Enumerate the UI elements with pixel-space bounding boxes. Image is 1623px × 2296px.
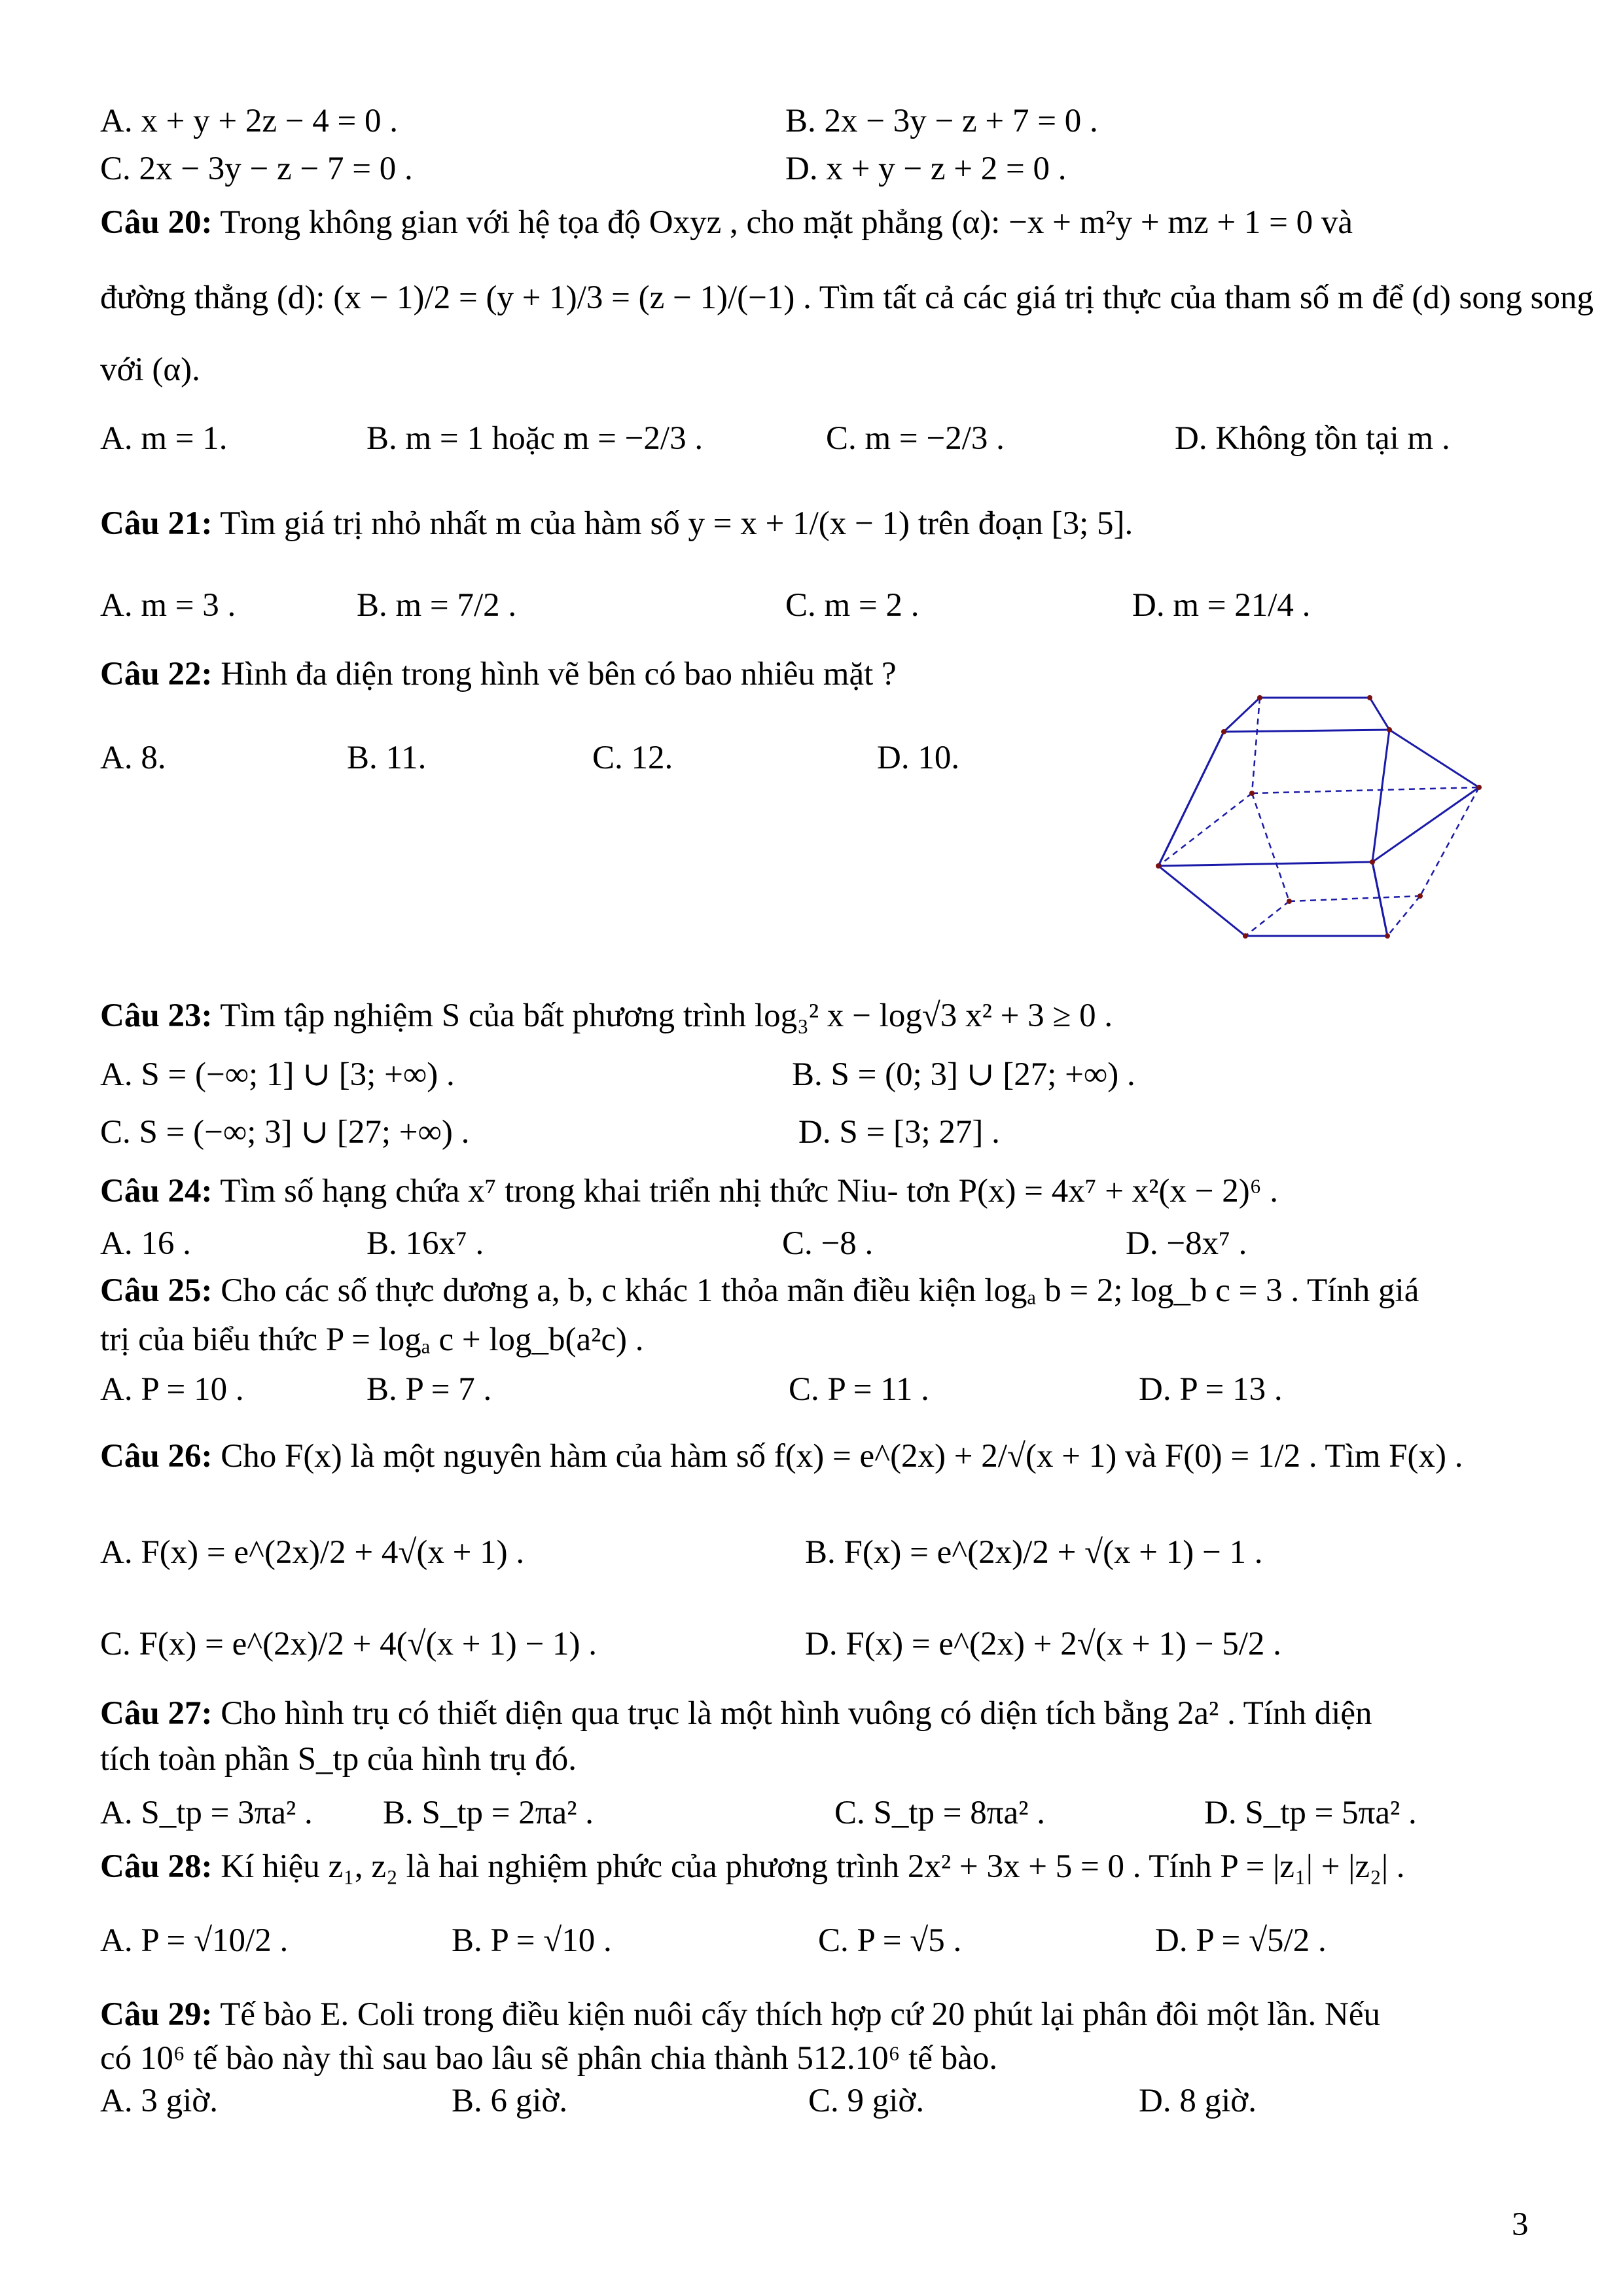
q28-option-d: D. P = √5/2 . <box>1155 1922 1327 1959</box>
q25-option-b: B. P = 7 . <box>366 1371 492 1408</box>
edge-middle <box>1158 862 1372 866</box>
edge-left-upper <box>1158 732 1224 866</box>
vertex <box>1476 785 1482 790</box>
q25-text-1: Cho các số thực dương a, b, c khác 1 thỏa mãn điều kiện logₐ b = 2; log_b c = 3 . Tính giá <box>221 1272 1419 1309</box>
hidden-edge-1 <box>1252 698 1260 793</box>
q20-text-1: Trong không gian với hệ tọa độ Oxyz , cho mặt phẳng (α): −x + m²y + mz + 1 = 0 và <box>220 204 1353 241</box>
q20-line3: với (α). <box>100 351 200 388</box>
q22-line <box>100 655 897 694</box>
q28-option-b: B. P = √10 . <box>452 1922 612 1959</box>
vertex <box>1370 859 1375 865</box>
hidden-edge-8 <box>1387 896 1420 936</box>
hidden-edge-4 <box>1252 793 1289 901</box>
hidden-edge-7 <box>1420 787 1479 896</box>
q28-text: Kí hiệu z₁, z₂ là hai nghiệm phức của phương trình 2x² + 3x + 5 = 0 . Tính P = |z₁| + |z₂| . <box>221 1848 1405 1885</box>
q26-option-a: A. F(x) = e^(2x)/2 + 4√(x + 1) . <box>100 1534 525 1571</box>
vertex <box>1257 695 1262 700</box>
edge-right-front <box>1372 730 1389 862</box>
q26-option-d: D. F(x) = e^(2x) + 2√(x + 1) − 5/2 . <box>805 1626 1281 1662</box>
q19-option-b: B. 2x − 3y − z + 7 = 0 . <box>785 103 1098 139</box>
q20-option-b: B. m = 1 hoặc m = −2/3 . <box>366 420 704 457</box>
q27-option-c: C. S_tp = 8πa² . <box>834 1795 1045 1831</box>
q23-line <box>100 996 1113 1035</box>
q26-label: Câu 26: <box>100 1438 213 1475</box>
q23-text: Tìm tập nghiệm S của bất phương trình log₃² x − log√3 x² + 3 ≥ 0 . <box>220 997 1113 1034</box>
edge-front-top <box>1224 730 1389 732</box>
q28-line <box>100 1847 1405 1886</box>
q21-option-c: C. m = 2 . <box>785 587 919 624</box>
edge-outline <box>1158 698 1479 936</box>
q23-option-d: D. S = [3; 27] . <box>798 1114 1000 1151</box>
q25-line2: trị của biểu thức P = logₐ c + log_b(a²c) . <box>100 1321 644 1358</box>
q24-line <box>100 1172 1278 1211</box>
q24-option-a: A. 16 . <box>100 1225 191 1262</box>
polyhedron-figure <box>1139 681 1492 975</box>
q25-label: Câu 25: <box>100 1272 213 1309</box>
q29-option-c: C. 9 giờ. <box>808 2083 925 2119</box>
vertex <box>1418 893 1423 899</box>
hidden-edge-6 <box>1289 896 1420 901</box>
q23-option-b: B. S = (0; 3] ∪ [27; +∞) . <box>792 1056 1135 1093</box>
q27-label: Câu 27: <box>100 1695 213 1732</box>
q22-option-b: B. 11. <box>347 740 427 776</box>
q20-option-a: A. m = 1. <box>100 420 228 457</box>
q23-label: Câu 23: <box>100 997 213 1034</box>
q21-option-d: D. m = 21/4 . <box>1132 587 1311 624</box>
q20-label: Câu 20: <box>100 204 213 241</box>
vertex <box>1385 933 1390 939</box>
vertex <box>1249 791 1255 796</box>
edge-right-lower <box>1372 862 1387 936</box>
q24-option-b: B. 16x⁷ . <box>366 1225 484 1262</box>
q24-text: Tìm số hạng chứa x⁷ trong khai triển nhị thức Niu- tơn P(x) = 4x⁷ + x²(x − 2)⁶ . <box>220 1173 1279 1210</box>
vertex <box>1156 863 1161 869</box>
q28-option-c: C. P = √5 . <box>818 1922 962 1959</box>
q29-text-1: Tế bào E. Coli trong điều kiện nuôi cấy thích hợp cứ 20 phút lại phân đôi một lần. Nếu <box>220 1996 1380 2033</box>
q26-option-c: C. F(x) = e^(2x)/2 + 4(√(x + 1) − 1) . <box>100 1626 597 1662</box>
hidden-edge-3 <box>1158 793 1252 866</box>
q26-text: Cho F(x) là một nguyên hàm của hàm số f(x) = e^(2x) + 2/√(x + 1) và F(0) = 1/2 . Tìm F(x) . <box>221 1438 1463 1475</box>
page-number: 3 <box>1512 2206 1529 2243</box>
q29-option-a: A. 3 giờ. <box>100 2083 218 2119</box>
q24-label: Câu 24: <box>100 1173 213 1210</box>
q24-option-d: D. −8x⁷ . <box>1126 1225 1247 1262</box>
q20-line2: đường thẳng (d): (x − 1)/2 = (y + 1)/3 = (z − 1)/(−1) . Tìm tất cả các giá trị thực của tham số m để (d) song song <box>100 279 1594 316</box>
q27-text-1: Cho hình trụ có thiết diện qua trục là một hình vuông có diện tích bằng 2a² . Tính diện <box>221 1695 1372 1732</box>
q24-option-c: C. −8 . <box>782 1225 874 1262</box>
hidden-edge-5 <box>1245 901 1289 936</box>
q25-option-c: C. P = 11 . <box>789 1371 929 1408</box>
vertex <box>1367 695 1372 700</box>
q27-line2: tích toàn phần S_tp của hình trụ đó. <box>100 1741 577 1778</box>
q29-option-b: B. 6 giờ. <box>452 2083 568 2119</box>
q29-label: Câu 29: <box>100 1996 213 2033</box>
q25-option-d: D. P = 13 . <box>1139 1371 1283 1408</box>
q27-option-b: B. S_tp = 2πa² . <box>383 1795 594 1831</box>
q21-line <box>100 504 1133 543</box>
q29-line2: có 10⁶ tế bào này thì sau bao lâu sẽ phân chia thành 512.10⁶ tế bào. <box>100 2040 998 2077</box>
q20-line1 <box>100 203 1353 242</box>
polyhedron-visible-edges <box>1158 698 1479 936</box>
q23-option-a: A. S = (−∞; 1] ∪ [3; +∞) . <box>100 1056 455 1093</box>
q22-option-a: A. 8. <box>100 740 166 776</box>
q26-line <box>100 1437 1463 1476</box>
q22-text: Hình đa diện trong hình vẽ bên có bao nhiêu mặt ? <box>221 656 897 692</box>
vertex <box>1221 729 1226 734</box>
q22-option-c: C. 12. <box>592 740 673 776</box>
q27-option-d: D. S_tp = 5πa² . <box>1204 1795 1417 1831</box>
q20-option-d: D. Không tồn tại m . <box>1175 420 1450 457</box>
hidden-edge-2 <box>1252 787 1479 793</box>
vertex <box>1387 727 1392 732</box>
q28-label: Câu 28: <box>100 1848 213 1885</box>
q19-option-d: D. x + y − z + 2 = 0 . <box>785 151 1067 187</box>
vertex <box>1243 933 1248 939</box>
q21-option-a: A. m = 3 . <box>100 587 236 624</box>
q21-text: Tìm giá trị nhỏ nhất m của hàm số y = x + 1/(x − 1) trên đoạn [3; 5]. <box>220 505 1133 542</box>
q29-option-d: D. 8 giờ. <box>1139 2083 1257 2119</box>
vertex <box>1287 899 1292 904</box>
q29-line1 <box>100 1995 1380 2034</box>
polyhedron-hidden-edges <box>1158 698 1479 936</box>
q21-label: Câu 21: <box>100 505 213 542</box>
q25-option-a: A. P = 10 . <box>100 1371 244 1408</box>
q21-option-b: B. m = 7/2 . <box>357 587 517 624</box>
q22-option-d: D. 10. <box>877 740 960 776</box>
q27-line1 <box>100 1694 1372 1733</box>
q26-option-b: B. F(x) = e^(2x)/2 + √(x + 1) − 1 . <box>805 1534 1263 1571</box>
q19-option-c: C. 2x − 3y − z − 7 = 0 . <box>100 151 413 187</box>
q25-line1 <box>100 1271 1419 1310</box>
q22-label: Câu 22: <box>100 656 213 692</box>
q27-option-a: A. S_tp = 3πa² . <box>100 1795 313 1831</box>
q20-option-c: C. m = −2/3 . <box>826 420 1005 457</box>
q19-option-a: A. x + y + 2z − 4 = 0 . <box>100 103 399 139</box>
q23-option-c: C. S = (−∞; 3] ∪ [27; +∞) . <box>100 1114 470 1151</box>
q28-option-a: A. P = √10/2 . <box>100 1922 289 1959</box>
